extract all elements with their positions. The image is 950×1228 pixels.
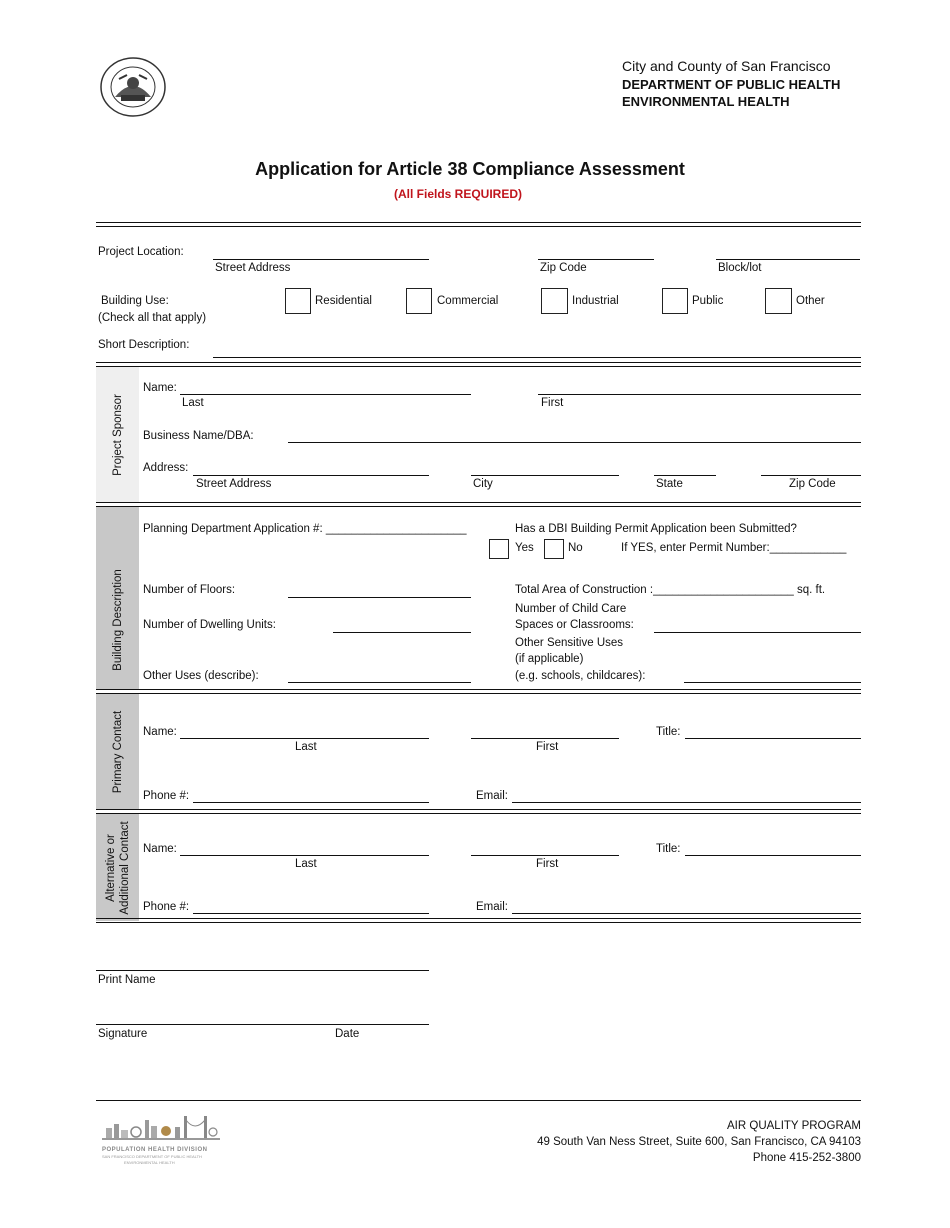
required-notice: (All Fields REQUIRED): [393, 187, 522, 201]
other-uses-label: Other Uses (describe):: [143, 670, 259, 682]
sponsor-side-panel: [96, 367, 139, 502]
building-use-label: Building Use:: [101, 295, 169, 307]
planning-application-label: Planning Department Application #: ______________________: [143, 523, 467, 535]
sensitive-uses-line2: (if applicable): [515, 653, 584, 665]
primary-email-input[interactable]: [512, 802, 861, 803]
check-all-note: (Check all that apply): [98, 312, 207, 324]
sensitive-uses-line3: (e.g. schools, childcares):: [515, 670, 646, 682]
floors-label: Number of Floors:: [143, 584, 236, 596]
signature-label: Signature: [98, 1028, 148, 1040]
section-divider: [96, 689, 861, 694]
section-divider: [96, 222, 861, 227]
alt-title-label: Title:: [656, 843, 681, 855]
primary-last-name-input[interactable]: [180, 738, 429, 739]
dwelling-units-label: Number of Dwelling Units:: [143, 619, 276, 631]
sponsor-first-caption: First: [541, 397, 564, 409]
short-description-input[interactable]: [213, 357, 861, 358]
residential-label: Residential: [315, 295, 372, 307]
alt-email-label: Email:: [476, 901, 508, 913]
logo-line2: SAN FRANCISCO DEPARTMENT OF PUBLIC HEALTH: [102, 1154, 202, 1159]
project-street-input[interactable]: [213, 259, 429, 260]
logo-line3: ENVIRONMENTAL HEALTH: [124, 1160, 175, 1165]
primary-phone-input[interactable]: [193, 802, 429, 803]
industrial-label: Industrial: [572, 295, 619, 307]
dbi-yes-label: Yes: [515, 542, 534, 554]
page-title: Application for Article 38 Compliance Assessment: [255, 159, 685, 179]
total-area-label: Total Area of Construction :______________________ sq. ft.: [515, 584, 826, 596]
sponsor-city-caption: City: [473, 478, 493, 490]
alt-title-input[interactable]: [685, 855, 861, 856]
short-description-label: Short Description:: [98, 339, 190, 351]
footer-program: AIR QUALITY PROGRAM: [727, 1120, 861, 1132]
childcare-input[interactable]: [654, 632, 861, 633]
public-label: Public: [692, 295, 724, 307]
alternative-section-title: [104, 821, 132, 914]
commercial-label: Commercial: [437, 295, 499, 307]
primary-email-label: Email:: [476, 790, 508, 802]
footer-contact: [460, 1118, 861, 1166]
project-zip-input[interactable]: [538, 259, 654, 260]
other-uses-input[interactable]: [288, 682, 471, 683]
sponsor-address-label: Address:: [143, 462, 189, 474]
sponsor-last-name-input[interactable]: [180, 394, 471, 395]
alt-first-name-input[interactable]: [471, 855, 619, 856]
dbi-question: Has a DBI Building Permit Application been Submitted?: [515, 523, 797, 535]
other-checkbox[interactable]: [765, 288, 792, 314]
public-checkbox[interactable]: [662, 288, 688, 314]
sponsor-section-title: Project Sponsor: [111, 393, 124, 476]
floors-input[interactable]: [288, 597, 471, 598]
date-label: Date: [335, 1028, 360, 1040]
footer-address: 49 South Van Ness Street, Suite 600, San Francisco, CA 94103: [537, 1136, 861, 1148]
commercial-checkbox[interactable]: [406, 288, 432, 314]
sponsor-zip-caption: Zip Code: [789, 478, 836, 490]
industrial-checkbox[interactable]: [541, 288, 568, 314]
permit-number-label: If YES, enter Permit Number:____________: [621, 542, 847, 554]
department-name: DEPARTMENT OF PUBLIC HEALTH: [622, 77, 841, 92]
dbi-no-checkbox[interactable]: [544, 539, 564, 559]
business-name-input[interactable]: [288, 442, 861, 443]
childcare-label-line2: Spaces or Classrooms:: [515, 619, 634, 631]
alternative-title-line1: Alternative or: [104, 833, 117, 902]
project-location-label: Project Location:: [98, 246, 184, 258]
primary-title-label: Title:: [656, 726, 681, 738]
alt-phone-label: Phone #:: [143, 901, 190, 913]
other-label: Other: [796, 295, 825, 307]
primary-first-caption: First: [536, 741, 559, 753]
section-divider: [96, 502, 861, 507]
primary-section-title: Primary Contact: [111, 710, 124, 793]
sponsor-last-caption: Last: [182, 397, 204, 409]
sponsor-state-caption: State: [656, 478, 683, 490]
block-lot-caption: Block/lot: [718, 262, 762, 274]
dbi-yes-checkbox[interactable]: [489, 539, 509, 559]
building-side-panel: [96, 507, 139, 689]
city-name: City and County of San Francisco: [622, 58, 831, 74]
primary-name-label: Name:: [143, 726, 177, 738]
signature-input[interactable]: [96, 1024, 429, 1025]
alt-phone-input[interactable]: [193, 913, 429, 914]
alternative-side-panel: [96, 814, 139, 921]
project-zip-caption: Zip Code: [540, 262, 587, 274]
print-name-label: Print Name: [98, 974, 156, 986]
sensitive-uses-input[interactable]: [684, 682, 861, 683]
section-divider: [96, 809, 861, 814]
alt-name-label: Name:: [143, 843, 177, 855]
project-street-caption: Street Address: [215, 262, 291, 274]
sponsor-name-label: Name:: [143, 382, 177, 394]
building-section-title: Building Description: [111, 569, 124, 671]
sponsor-street-input[interactable]: [193, 475, 429, 476]
dwelling-units-input[interactable]: [333, 632, 471, 633]
sensitive-uses-line1: Other Sensitive Uses: [515, 637, 624, 649]
section-divider: [96, 362, 861, 367]
primary-phone-label: Phone #:: [143, 790, 190, 802]
sponsor-zip-input[interactable]: [761, 475, 861, 476]
dbi-no-label: No: [568, 542, 583, 554]
sponsor-street-caption: Street Address: [196, 478, 272, 490]
alt-last-name-input[interactable]: [180, 855, 429, 856]
alt-email-input[interactable]: [512, 913, 861, 914]
primary-side-panel: [96, 694, 139, 809]
alt-first-caption: First: [536, 858, 559, 870]
business-name-label: Business Name/DBA:: [143, 430, 254, 442]
footer-phone: Phone 415-252-3800: [752, 1152, 861, 1164]
sponsor-city-input[interactable]: [471, 475, 619, 476]
footer-divider: [96, 1100, 861, 1101]
childcare-label-line1: Number of Child Care: [515, 603, 627, 615]
sponsor-state-input[interactable]: [654, 475, 716, 476]
alt-last-caption: Last: [295, 858, 317, 870]
print-name-input[interactable]: [96, 970, 429, 971]
alternative-title-line2: Additional Contact: [118, 820, 131, 915]
primary-title-input[interactable]: [685, 738, 861, 739]
logo-line1: POPULATION HEALTH DIVISION: [102, 1147, 208, 1153]
residential-checkbox[interactable]: [285, 288, 311, 314]
division-name: ENVIRONMENTAL HEALTH: [622, 94, 790, 109]
primary-first-name-input[interactable]: [471, 738, 619, 739]
sponsor-first-name-input[interactable]: [538, 394, 861, 395]
population-health-logo-icon: [100, 1112, 222, 1152]
section-divider: [96, 918, 861, 923]
block-lot-input[interactable]: [716, 259, 860, 260]
primary-last-caption: Last: [295, 741, 317, 753]
